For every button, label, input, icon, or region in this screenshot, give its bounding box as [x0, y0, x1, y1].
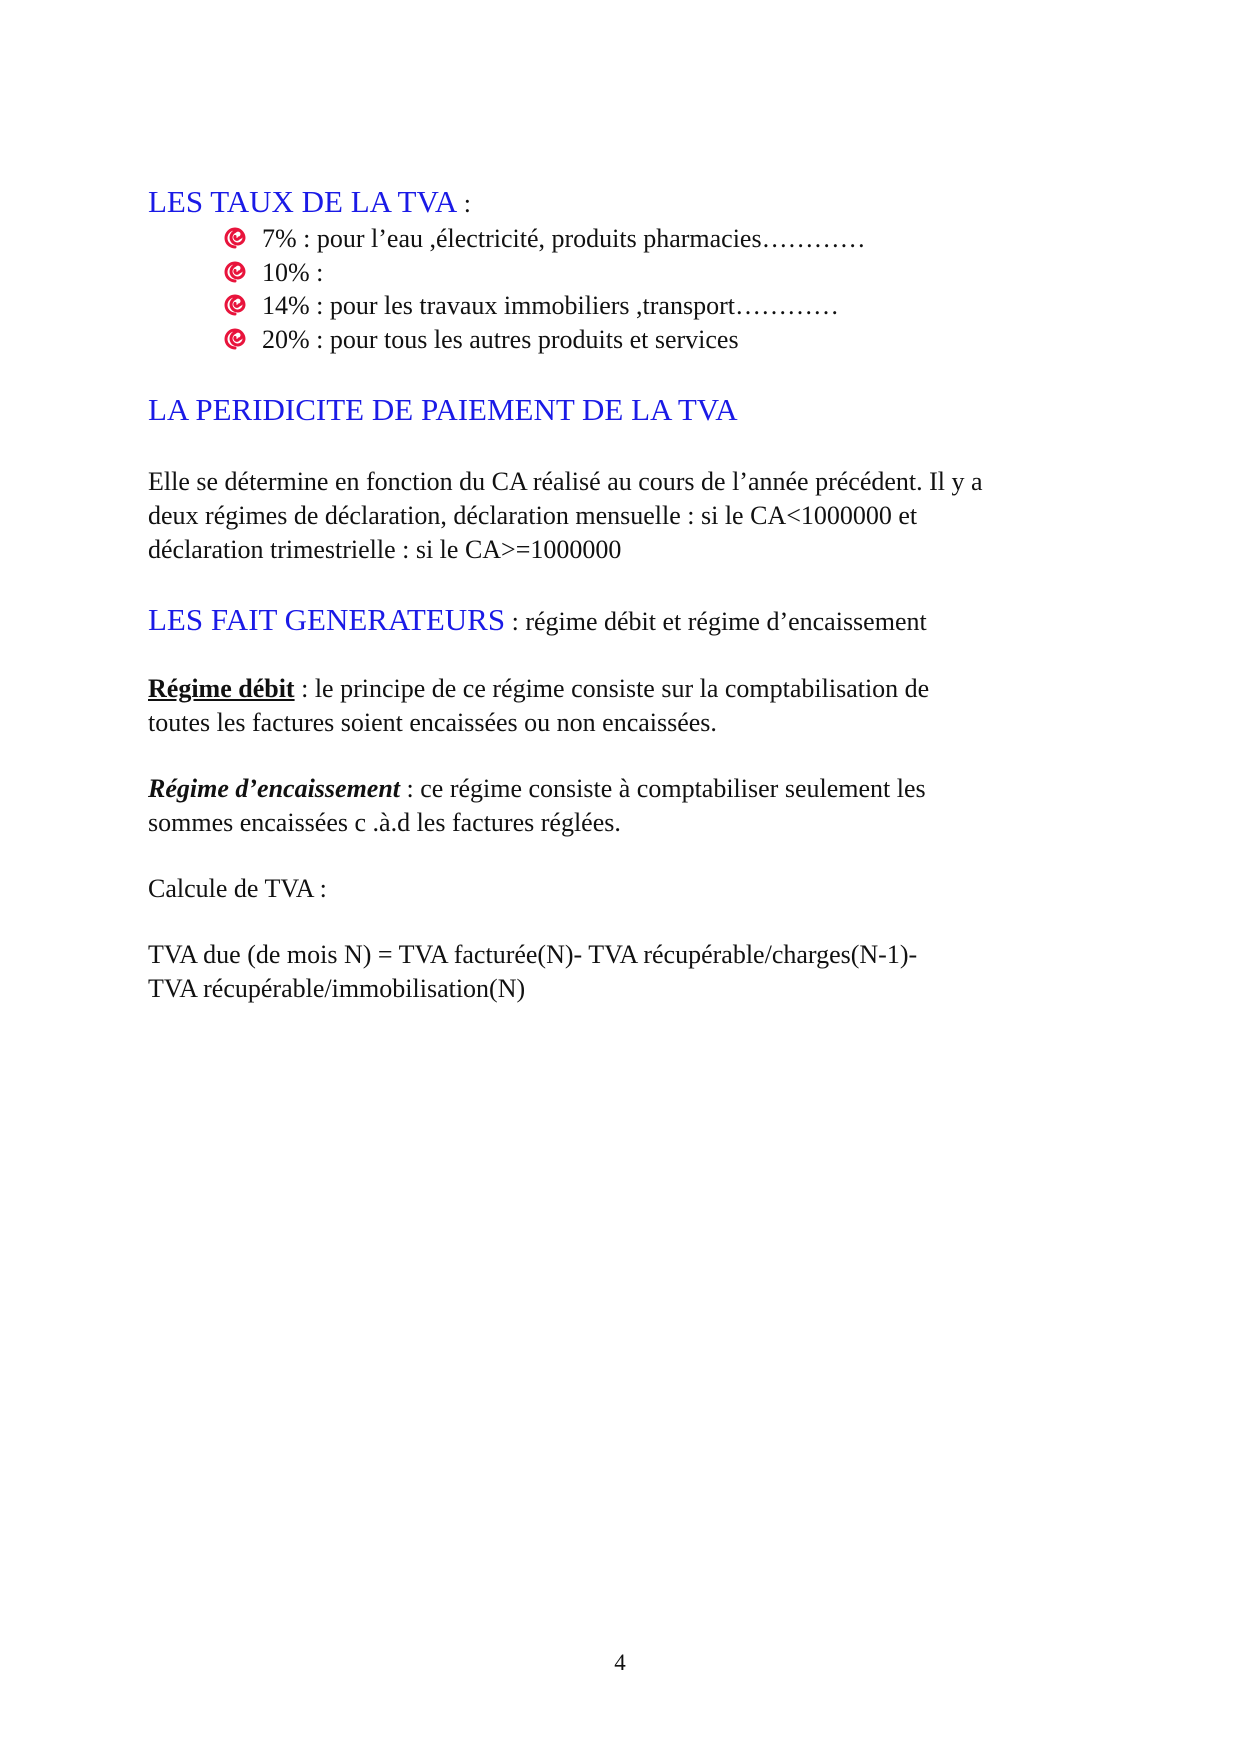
calcul-label-text: Calcule de TVA :: [148, 874, 327, 903]
spiral-bullet-icon: [224, 261, 246, 283]
calcul-label: [148, 872, 1108, 906]
rate-item-text: 14% : pour les travaux immobiliers ,transport…………: [262, 291, 839, 320]
spiral-bullet-icon: [224, 227, 246, 249]
heading-generators-suffix: : régime débit et régime d’encaissement: [505, 607, 927, 636]
heading-generators-title: LES FAIT GENERATEURS: [148, 602, 506, 637]
regime-debit-paragraph: [148, 672, 1108, 740]
heading-rates-title: LES TAUX DE LA TVA: [148, 184, 458, 219]
formula-line: TVA due (de mois N) = TVA facturée(N)- TVA récupérable/charges(N-1)-: [148, 940, 918, 969]
regime-debit-text: : le principe de ce régime consiste sur la comptabilisation de: [294, 674, 930, 703]
regime-encaissement-text: : ce régime consiste à comptabiliser seulement les: [400, 774, 926, 803]
rate-item-text: 7% : pour l’eau ,électricité, produits pharmacies…………: [262, 224, 866, 253]
rate-item-text: 10% :: [262, 257, 324, 287]
paragraph-line: Elle se détermine en fonction du CA réalisé au cours de l’année précédent. Il y a: [148, 467, 983, 496]
tva-formula: [148, 938, 1108, 1006]
spiral-bullet-icon: [224, 328, 246, 350]
heading-periodicity-title: LA PERIDICITE DE PAIEMENT DE LA TVA: [148, 392, 738, 427]
paragraph-line: déclaration trimestrielle : si le CA>=1000000: [148, 535, 622, 564]
regime-debit-term: Régime débit: [148, 674, 295, 703]
formula-line: TVA récupérable/immobilisation(N): [148, 974, 526, 1003]
heading-periodicity: [148, 394, 738, 425]
heading-rates: [148, 186, 471, 217]
paragraph-line: deux régimes de déclaration, déclaration mensuelle : si le CA<1000000 et: [148, 501, 918, 530]
page-number: 4: [614, 1650, 626, 1675]
heading-generators: [148, 604, 927, 635]
heading-rates-suffix: :: [457, 189, 471, 218]
periodicity-paragraph: [148, 465, 1108, 567]
spiral-bullet-icon: [224, 294, 246, 316]
paragraph-line: toutes les factures soient encaissées ou non encaissées.: [148, 708, 717, 737]
regime-encaissement-term: Régime d’encaissement: [148, 774, 401, 803]
rate-item-text: 20% : pour tous les autres produits et services: [262, 324, 739, 354]
regime-encaissement-paragraph: [148, 772, 1108, 840]
paragraph-line: sommes encaissées c .à.d les factures réglées.: [148, 808, 621, 837]
